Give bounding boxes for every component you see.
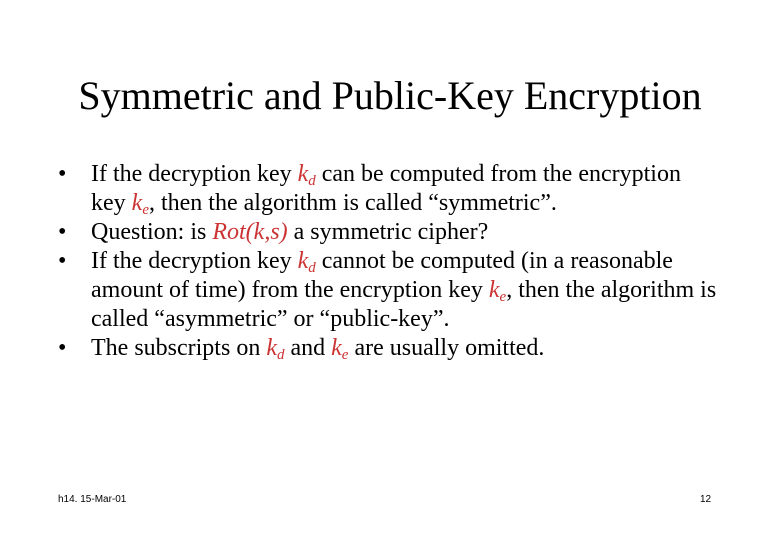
bullet-text: If the decryption key	[91, 161, 298, 187]
bullet-item-2	[58, 218, 718, 247]
bullet-text: Question: is	[91, 219, 213, 245]
bullet-text: If the decryption key	[91, 248, 298, 274]
bullet-text: are usually omitted.	[348, 335, 545, 361]
bullet-text: , then the algorithm is called “asymmetric” or “public-key”.	[91, 277, 717, 332]
bullet-dot: •	[58, 335, 67, 361]
bullet-text: can be computed from the encryption key	[91, 161, 681, 216]
key-variable: $k_e$	[488, 277, 507, 305]
page-number: 12	[700, 494, 712, 505]
bullet-text: The subscripts on	[91, 335, 267, 361]
bullet-dot: •	[58, 248, 67, 274]
bullet-list	[58, 160, 718, 363]
slide-title: Symmetric and Public-Key Encryption	[78, 73, 702, 118]
key-variable: $k_d$	[266, 335, 285, 363]
bullet-text: cannot be computed (in a reasonable amount of time) from the encryption key	[91, 248, 673, 303]
key-variable: $k_e$	[331, 335, 349, 363]
bullet-text: , then the algorithm is called “symmetric”.	[148, 190, 557, 216]
bullet-dot: •	[58, 161, 67, 187]
bullet-item-1	[58, 160, 718, 218]
bullet-item-4	[58, 334, 718, 363]
bullet-text: and	[284, 335, 332, 361]
key-variable: $k_d$	[297, 161, 316, 189]
bullet-dot: •	[58, 219, 67, 245]
key-variable: $k_d$	[297, 248, 316, 276]
function-name: Rot(k,s)	[212, 219, 288, 245]
footer-date: h14. 15-Mar-01	[58, 494, 127, 505]
key-variable: $k_e$	[131, 190, 149, 218]
bullet-item-3	[58, 247, 718, 334]
bullet-text: a symmetric cipher?	[287, 219, 489, 245]
